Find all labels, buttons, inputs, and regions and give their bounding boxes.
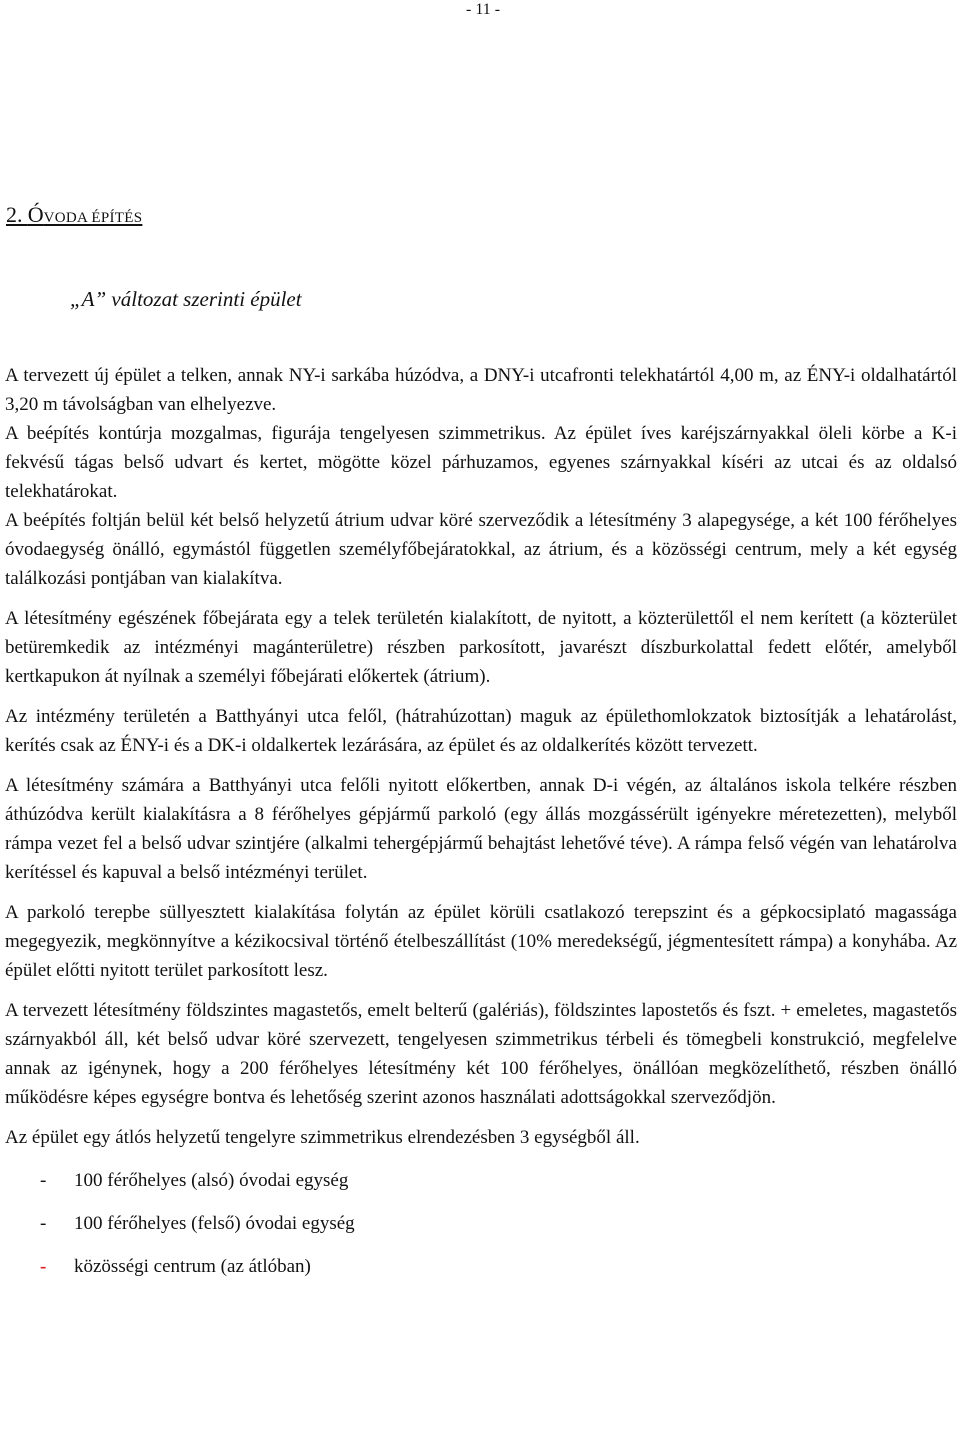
list-item-text: 100 férőhelyes (alsó) óvodai egység — [74, 1170, 349, 1191]
section-heading — [6, 200, 142, 233]
paragraph: Az intézmény területén a Batthyányi utca felől, (hátrahúzottan) maguk az épülethomlokzatok biztosítják a lehatárolást, kerítés csak az ÉNY-i és a DK-i oldalkertek lezárására, az épület és az oldalkerítés között tervezett. — [5, 706, 957, 756]
list-dash: - — [40, 1213, 47, 1234]
paragraph: A tervezett létesítmény földszintes magastetős, emelt belterű (galériás), földszintes lapostetős és fszt. + emeletes, magastetős szárnyakból áll, két belső udvar köré szervezett, tengelyesen szimmetrikus térbeli és tömegbeli konstrukció, megfelelve annak az igénynek, hogy a 200 férőhelyes létesítmény két 100 férőhelyes, önállóan megközelíthető, részben önálló működésre képes egységre bontva és lehetőség szerint azonos használati adottságokkal szerveződjön. — [5, 1000, 957, 1108]
body-text — [5, 361, 957, 1295]
list-item-text: 100 férőhelyes (felső) óvodai egység — [74, 1213, 355, 1234]
paragraph: Az épület egy átlós helyzetű tengelyre szimmetrikus elrendezésben 3 egységből áll. — [5, 1127, 640, 1148]
unit-list — [5, 1166, 957, 1295]
page-number: - 11 - — [466, 1, 501, 18]
heading-initial: Ó — [27, 202, 44, 227]
list-dash: - — [40, 1170, 47, 1191]
paragraph: A létesítmény egészének főbejárata egy a telek területén kialakított, de nyitott, a közterülettől el nem kerített (a közterület betüremkedik az intézményi magánterületre) részben parkosított, javarészt díszburkolattal fedett előtér, amelyből kertkapukon át nyílnak a személyi főbejárati előkertek (átrium). — [5, 608, 957, 687]
list-item-text: közösségi centrum (az átlóban) — [74, 1256, 311, 1277]
subheading: „A” változat szerinti épület — [70, 287, 302, 311]
list-dash: - — [40, 1256, 47, 1277]
paragraph: A tervezett új épület a telken, annak NY-i sarkába húzódva, a DNY-i utcafronti telekhatártól 4,00 m, az ÉNY-i oldalhatártól 3,20 m távolságban van elhelyezve. — [5, 365, 957, 415]
paragraph: A parkoló terepbe süllyesztett kialakítása folytán az épület körüli csatlakozó terepszint és a gépkocsiplató magassága megegyezik, megkönnyítve a kézikocsival történő ételbeszállítást (10% meredekségű, jégmentesített rámpa) a konyhába. Az épület előtti nyitott terület parkosított lesz. — [5, 902, 957, 981]
heading-rest: VODA ÉPÍTÉS — [43, 210, 143, 226]
heading-number: 2. — [6, 202, 23, 227]
list-item — [5, 1252, 957, 1295]
paragraph: A létesítmény számára a Batthyányi utca felőli nyitott előkertben, annak D-i végén, az általános iskola telkére részben áthúzódva került kialakításra a 8 férőhelyes gépjármű parkoló (egy állás mozgássérült igényekre méretezetten), melyből rámpa vezet fel a belső udvar szintjére (alkalmi tehergépjármű behajtást lehetővé téve). A rámpa felső végén van lehatárolva kerítéssel és kapuval a belső intézményi terület. — [5, 775, 957, 883]
list-item — [5, 1209, 957, 1252]
paragraph: A beépítés foltján belül két belső helyzetű átrium udvar köré szerveződik a létesítmény 3 alapegysége, a két 100 férőhelyes óvodaegység önálló, egymástól független személyfőbejáratokkal, az átrium, és a közösségi centrum, mely a két egység találkozási pontjában van kialakítva. — [5, 510, 957, 589]
list-item — [5, 1166, 957, 1209]
paragraph: A beépítés kontúrja mozgalmas, figurája tengelyesen szimmetrikus. Az épület íves karéjszárnyakkal öleli körbe a K-i fekvésű tágas belső udvart és kertet, mögötte közel párhuzamos, egyenes szárnyakkal kíséri az utcai és az oldalsó telekhatárokat. — [5, 423, 957, 502]
